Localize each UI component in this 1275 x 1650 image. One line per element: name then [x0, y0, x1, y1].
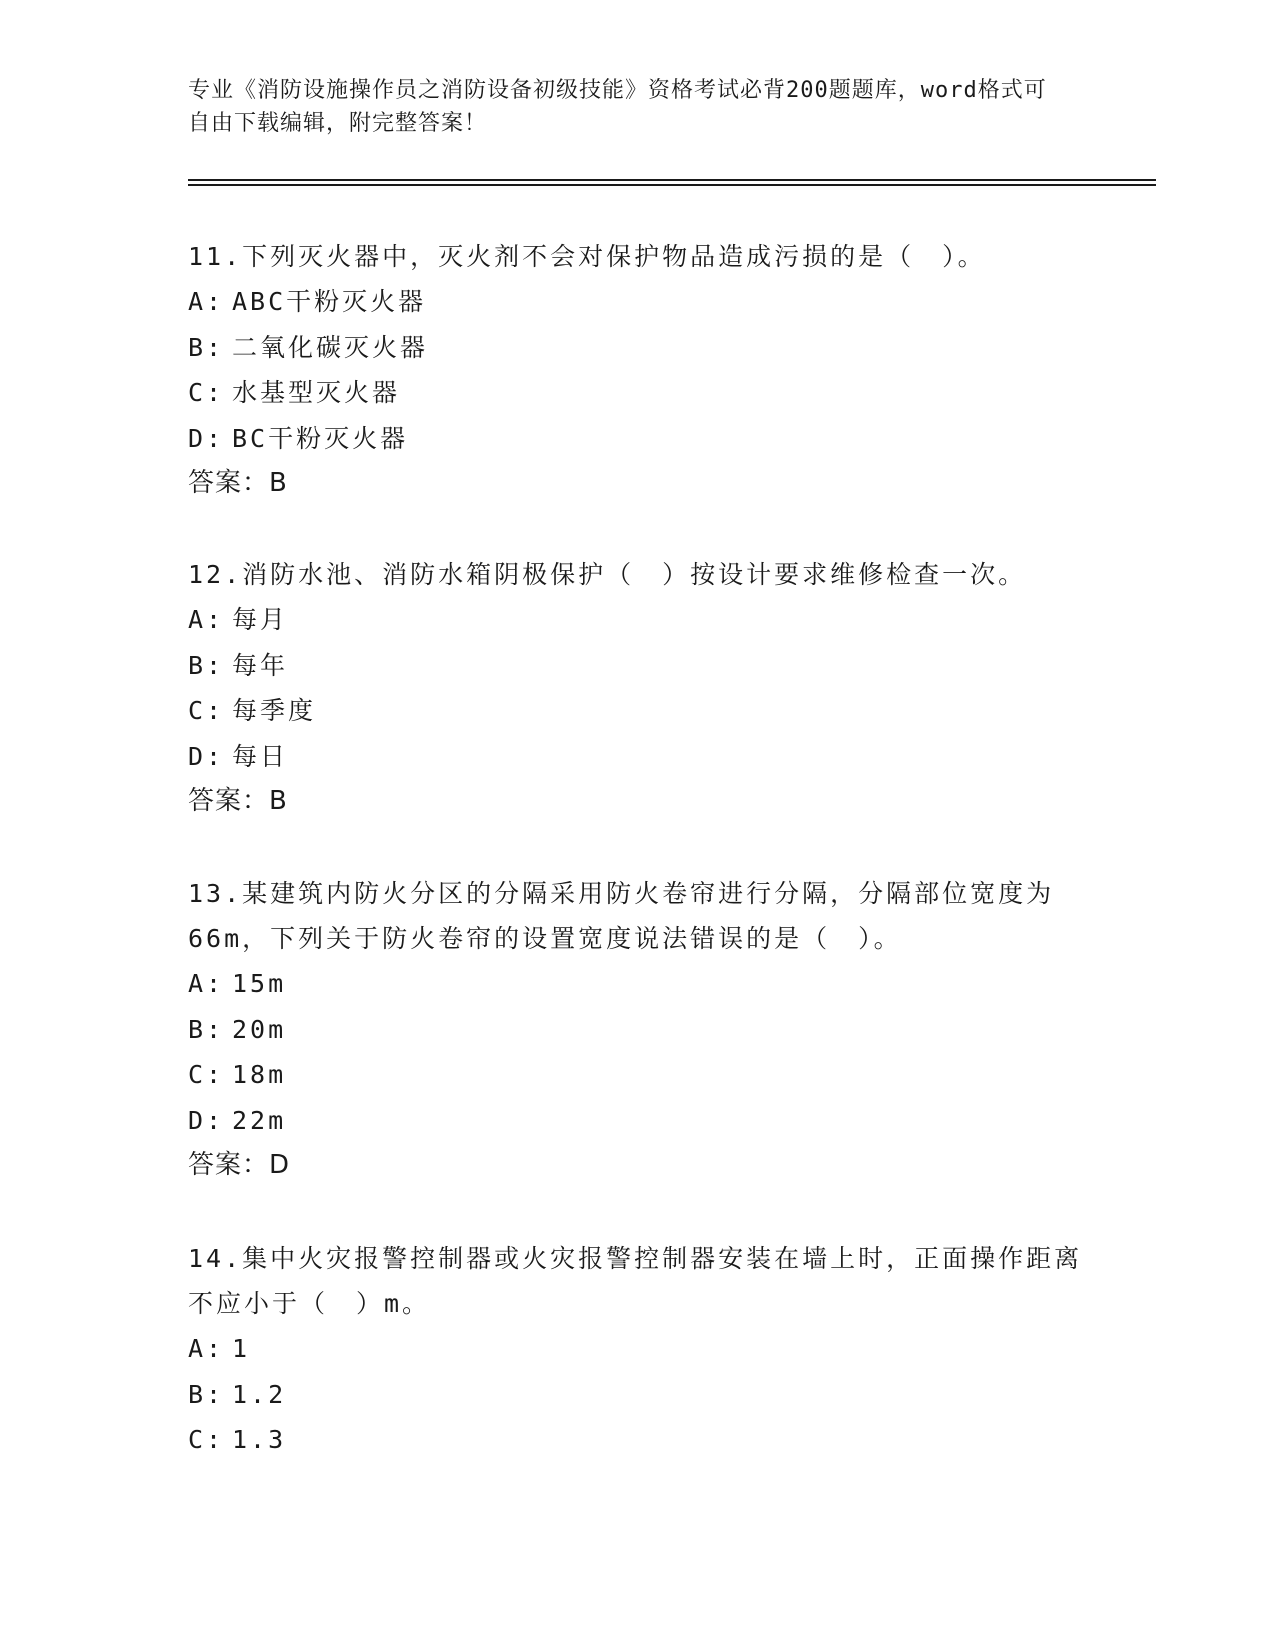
option-text: 每月 [232, 605, 289, 634]
option-text: ABC干粉灭火器 [232, 287, 427, 316]
option-text: BC干粉灭火器 [232, 423, 409, 453]
option-a [188, 1326, 1088, 1372]
answer-line: 答案：B [188, 786, 288, 816]
option-d [188, 734, 1088, 780]
option-a [188, 597, 1088, 643]
option-letter: A: [188, 1334, 225, 1363]
option-letter: A: [188, 605, 225, 634]
option-text: 水基型灭火器 [232, 378, 401, 407]
header-divider-top [188, 179, 1156, 181]
option-letter: B: [188, 1014, 225, 1044]
option-letter: A: [188, 969, 225, 998]
question-13 [188, 871, 1088, 1188]
option-text: 每日 [232, 741, 289, 771]
option-text: 1.2 [232, 1379, 287, 1409]
option-b [188, 1007, 1088, 1053]
option-b [188, 325, 1088, 371]
question-11 [188, 234, 1088, 506]
question-stem: 12.消防水池、消防水箱阴极保护（ ）按设计要求维修检查一次。 [188, 560, 1027, 589]
option-text: 1.3 [232, 1425, 287, 1454]
option-letter: C: [188, 1060, 225, 1089]
option-letter: D: [188, 423, 225, 453]
question-12 [188, 552, 1088, 824]
option-c [188, 1052, 1088, 1098]
option-letter: B: [188, 1379, 225, 1409]
document-header: 专业《消防设施操作员之消防设备初级技能》资格考试必背200题题库，word格式可自由下载编辑，附完整答案！ [188, 78, 1047, 136]
option-text: 15m [232, 969, 287, 998]
option-letter: C: [188, 696, 225, 725]
answer-line: 答案：B [188, 468, 288, 498]
option-text: 每季度 [232, 696, 317, 725]
option-c [188, 370, 1088, 416]
option-letter: D: [188, 1105, 225, 1135]
option-text: 22m [232, 1105, 287, 1135]
option-c [188, 1417, 1088, 1463]
question-14 [188, 1236, 1088, 1463]
option-a [188, 961, 1088, 1007]
answer-line: 答案：D [188, 1150, 291, 1180]
option-b [188, 643, 1088, 689]
option-text: 18m [232, 1060, 287, 1089]
option-b [188, 1372, 1088, 1418]
option-text: 二氧化碳灭火器 [232, 332, 429, 362]
option-a [188, 279, 1088, 325]
option-d [188, 1098, 1088, 1144]
option-c [188, 688, 1088, 734]
option-letter: B: [188, 650, 225, 680]
option-letter: A: [188, 287, 225, 316]
option-letter: C: [188, 1425, 225, 1454]
option-letter: C: [188, 378, 225, 407]
option-letter: B: [188, 332, 225, 362]
option-letter: D: [188, 741, 225, 771]
option-text: 每年 [232, 650, 289, 680]
option-text: 20m [232, 1014, 287, 1044]
question-stem: 11.下列灭火器中，灭火剂不会对保护物品造成污损的是（ ）。 [188, 242, 986, 271]
question-stem: 13.某建筑内防火分区的分隔采用防火卷帘进行分隔，分隔部位宽度为66m，下列关于防火卷帘的设置宽度说法错误的是（ ）。 [188, 879, 1055, 953]
header-divider-bottom [188, 184, 1156, 186]
option-d [188, 416, 1088, 462]
question-stem: 14.集中火灾报警控制器或火灾报警控制器安装在墙上时，正面操作距离不应小于（ ）m。 [188, 1244, 1083, 1318]
option-text: 1 [232, 1334, 251, 1363]
